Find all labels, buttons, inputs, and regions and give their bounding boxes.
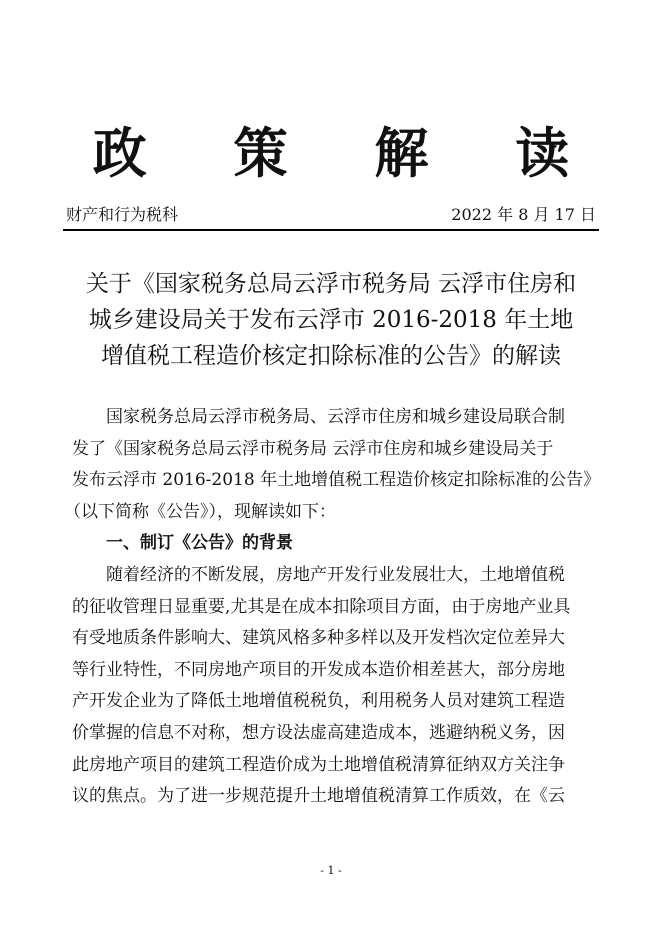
date-label: 2022 年 8 月 17 日 <box>451 205 596 224</box>
page-title: 政 策 解 读 <box>92 121 604 185</box>
paragraph-line: 产开发企业为了降低土地增值税税负，利用税务人员对建筑工程造 <box>72 691 565 712</box>
paragraph-line: 的征收管理日显重要,尤其是在成本扣除项目方面，由于房地产业具 <box>72 596 571 617</box>
paragraph-line: 随着经济的不断发展，房地产开发行业发展壮大，土地增值税 <box>106 564 565 585</box>
document-heading <box>60 266 602 374</box>
heading-line: 增值税工程造价核定扣除标准的公告》的解读 <box>101 343 561 369</box>
paragraph-line: 价掌握的信息不对称，想方设法虚高建造成本，逃避纳税义务，因 <box>72 722 565 743</box>
department-label: 财产和行为税科 <box>66 205 179 224</box>
page-number: - 1 - <box>320 864 342 877</box>
header-rule <box>63 229 599 231</box>
heading-line: 关于《国家税务总局云浮市税务局 云浮市住房和 <box>85 271 577 297</box>
paragraph-line: 有受地质条件影响大、建筑风格多种多样以及开发档次定位差异大 <box>72 628 565 649</box>
paragraph-line: 等行业特性，不同房地产项目的开发成本造价相差甚大，部分房地 <box>72 659 565 680</box>
heading-line: 城乡建设局关于发布云浮市 2016-2018 年土地 <box>88 307 574 333</box>
paragraph-line: （以下简称《公告》），现解读如下： <box>64 501 336 522</box>
paragraph-line: 发布云浮市 2016-2018 年土地增值税工程造价核定扣除标准的公告》 <box>72 470 601 491</box>
paragraph-line: 国家税务总局云浮市税务局、云浮市住房和城乡建设局联合制 <box>106 407 565 427</box>
document-body <box>64 402 601 813</box>
section-heading: 一、制订《公告》的背景 <box>106 533 293 554</box>
paragraph-line: 发了《国家税务总局云浮市税务局 云浮市住房和城乡建设局关于 <box>72 438 554 459</box>
paragraph-line: 此房地产项目的建筑工程造价成为土地增值税清算征纳双方关注争 <box>72 754 565 775</box>
paragraph-line: 议的焦点。为了进一步规范提升土地增值税清算工作质效，在《云 <box>72 786 565 807</box>
